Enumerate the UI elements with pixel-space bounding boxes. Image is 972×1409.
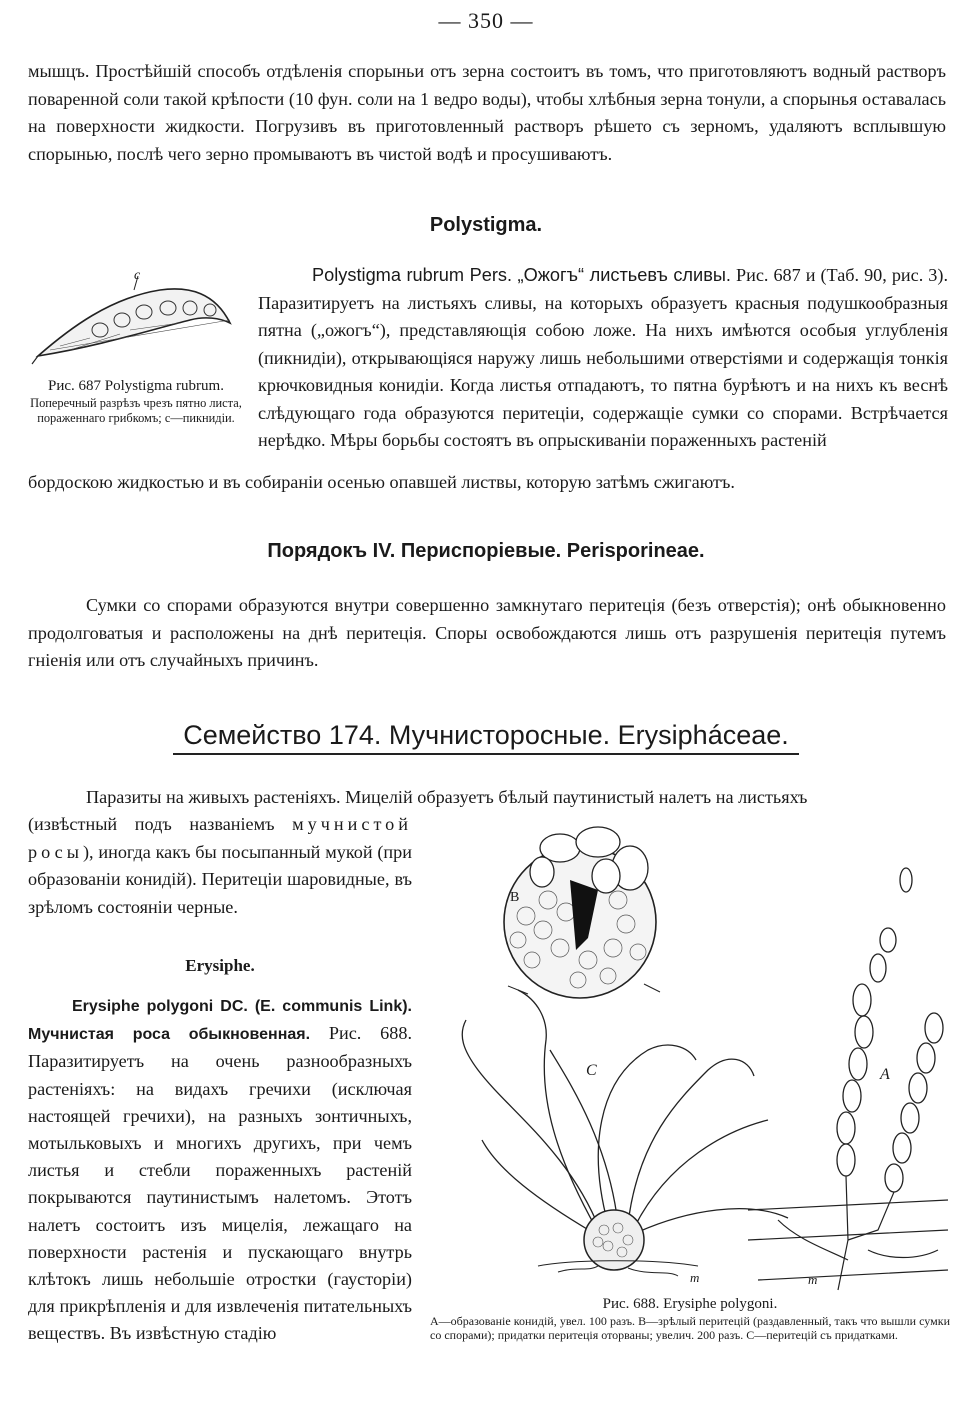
figure-688-label-m2: m (808, 1272, 818, 1287)
family-paragraph-first-line: Паразиты на живыхъ растеніяхъ. Мицелій образуетъ бѣлый паутинистый налетъ на листьяхъ (86, 787, 808, 807)
erysiphe-heading: Erysiphe. (185, 956, 255, 975)
figure-688-label-b: B (510, 890, 520, 905)
figure-688-label-m1: m (690, 1270, 700, 1285)
figure-687-caption-title: Рис. 687 Polystigma rubrum. (48, 378, 224, 394)
erysiphe-description: Рис. 688. Паразитируетъ на очень разнообразныхъ растеніяхъ: на видахъ гречихи (исключая настоящей гречихи), на разныхъ зонтичныхъ, мотыльковыхъ и многихъ другихъ, при чемъ листья и стебли пораженныхъ растеній покрываются паутинистымъ налетомъ. Этотъ налетъ состоитъ изъ мицелія, лежащаго на поверхности растенія и пускающаго внутрь клѣтокъ лишь небольшіе отростки (гаусторіи) для прикрѣпленія и для извлеченія питательныхъ веществъ. Въ извѣстную стадію (28, 1023, 413, 1344)
figure-688-label-a: A (880, 1066, 890, 1083)
polystigma-description: Рис. 687 и (Таб. 90, рис. 3). Паразитируетъ на листьяхъ сливы, на которыхъ образуетъ красныя подушкообразныя пятна („ожогъ“), представляющія собою ложе. На нихъ имѣются особыя углубленія (пикнидіи), открывающіяся наружу лишь небольшими отверстіями и содержащія тонкія крючковидныя конидіи. Когда листья отпадаютъ, то пятна бурѣютъ и на нихъ къ веснѣ слѣдующаго года образуются перитеціи, содержащіе сумки со спорами. Встрѣчается нерѣдко. Мѣры борьбы состоятъ въ опрыскиваніи пораженныхъ растеній (258, 265, 948, 450)
figure-688-part-a (837, 868, 943, 1192)
figure-688-illustration (448, 820, 958, 1292)
intro-paragraph: мышцъ. Простѣйшій способъ отдѣленія спорыньи отъ зерна состоитъ въ томъ, что приготовляютъ водный растворъ поваренной соли такой крѣпости (10 фун. соли на 1 ведро воды), чтобы хлѣбныя зерна тонули, а спорынья оставалась на поверхности жидкости. Погрузивъ въ приготовленный растворъ рѣшето съ зерномъ, удаляютъ всплывшую спорынью, послѣ чего зерно промываютъ въ чистой водѣ и просушиваютъ. (28, 61, 946, 164)
family-heading (0, 720, 972, 755)
family-spaced-term: мучнистой росы (28, 814, 412, 862)
page-number: — 350 — (438, 8, 534, 33)
order-paragraph: Сумки со спорами образуются внутри совершенно замкнутаго перитеція (безъ отверстія); онѣ обыкновенно продолговатыя и расположены на днѣ перитеція. Споры освобождаются лишь отъ разрушенія перитеція путемъ гніенія или отъ случайныхъ причинъ. (28, 595, 946, 670)
figure-688-caption-title: Рис. 688. Erysiphe polygoni. (602, 1296, 778, 1312)
figure-688-part-b (504, 827, 660, 998)
order-heading: Порядокъ IV. Периспоріевые. Perisporineae. (267, 540, 705, 562)
polystigma-species-name: Polystigma rubrum Pers. „Ожогъ“ листьевъ сливы. (312, 265, 731, 285)
figure-688-label-c: C (586, 1062, 597, 1079)
family-heading-text: Семейство 174. Мучнисторосные. Erysipháceae. (173, 720, 799, 755)
polystigma-paragraph-end: бордоскою жидкостью и въ собираніи осенью опавшей листвы, которую затѣмъ сжигаютъ. (28, 472, 735, 492)
erysiphe-species-name: Erysiphe polygoni DC. (E. communis Link). Мучнистая роса обыкновенная. (28, 998, 412, 1044)
family-paragraph (28, 811, 412, 921)
figure-688-part-c (462, 990, 788, 1232)
erysiphe-paragraph (28, 992, 412, 1348)
figure-687-caption-text: Поперечный разрѣзъ чрезъ пятно листа, пораженнаго грибкомъ; c—пикнидіи. (30, 396, 242, 425)
polystigma-heading: Polystigma. (429, 214, 543, 236)
figure-687-label-c: c (134, 268, 141, 283)
polystigma-paragraph (258, 262, 948, 455)
family-text-1: (извѣстный подъ названіемъ (28, 814, 293, 834)
family-text-2: ), иногда какъ бы посыпанный мукой (при образованіи конидій). Перитеціи шаровидные, въ зрѣломъ состояніи черные. (28, 841, 412, 917)
figure-688-caption-text: A—образованіе конидій, увел. 100 разъ. B—зрѣлый перитецій (раздавленный, такъ что вышли сумки со спорами); придатки перитеція оторваны; увелич. 200 разъ. C—перитецій съ придатками. (430, 1314, 950, 1342)
